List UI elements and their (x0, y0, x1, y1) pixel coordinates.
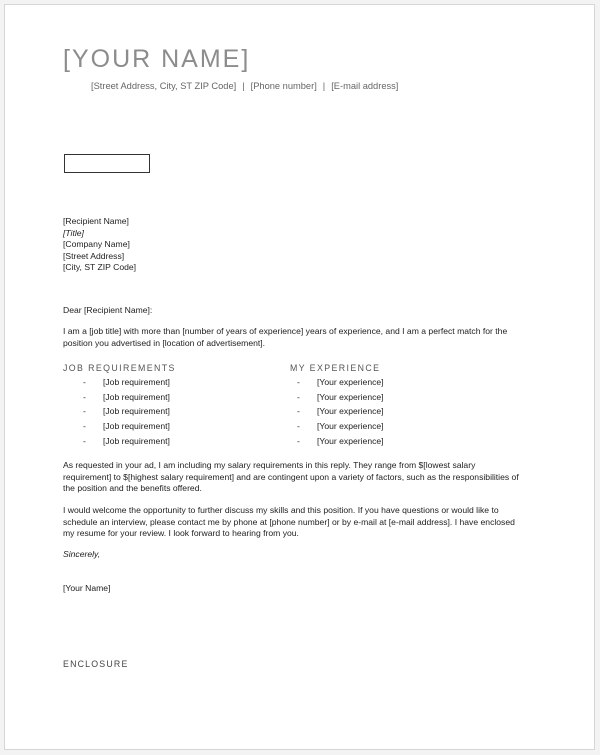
job-requirements-list (83, 375, 170, 448)
experience-item[interactable]: [Your experience] (317, 435, 384, 446)
recipient-street[interactable]: [Street Address] (63, 250, 125, 261)
job-requirements-heading: JOB REQUIREMENTS (63, 363, 176, 373)
sender-name[interactable]: [YOUR NAME] (63, 45, 251, 73)
list-item[interactable] (83, 375, 170, 390)
contact-separator: | (322, 81, 326, 91)
intro-paragraph[interactable]: I am a [job title] with more than [number of years of experience] years of experience, and I am a perfect match for the position you advertised in [location of advertisement]. (63, 326, 508, 348)
job-requirement[interactable]: [Job requirement] (103, 377, 170, 387)
recipient-title[interactable]: [Title] (63, 227, 84, 238)
bullet-dash: - (297, 391, 300, 402)
job-requirement[interactable]: [Job requirement] (103, 421, 170, 432)
my-experience-heading: MY EXPERIENCE (290, 363, 381, 373)
contact-separator: | (242, 81, 245, 91)
experience-item[interactable]: [Your experience] (317, 421, 384, 432)
list-item[interactable] (83, 390, 170, 405)
bullet-dash: - (297, 377, 300, 387)
date-field[interactable] (64, 154, 150, 173)
my-experience-list (297, 375, 384, 448)
recipient-city[interactable]: [City, ST ZIP Code] (63, 262, 137, 272)
signer-name[interactable]: [Your Name] (63, 583, 111, 593)
bullet-dash: - (83, 435, 86, 446)
enclosure-label[interactable]: ENCLOSURE (63, 659, 129, 669)
sender-address[interactable]: [Street Address, City, ST ZIP Code] (91, 81, 237, 91)
sender-contact-line (91, 81, 398, 91)
bullet-dash: - (83, 421, 86, 432)
sender-phone[interactable]: [Phone number] (250, 81, 317, 91)
salutation[interactable]: Dear [Recipient Name]: (63, 305, 153, 315)
closing-paragraph[interactable]: I would welcome the opportunity to further discuss my skills and this position. If you have questions or would like to schedule an interview, please contact me by phone at [phone number] or by e-mail at [e-mail address]. I have enclosed my resume for your review. I look forward to hearing from you. (63, 505, 515, 538)
experience-item[interactable]: [Your experience] (317, 406, 384, 417)
list-item[interactable] (83, 419, 170, 434)
list-item[interactable] (83, 404, 170, 419)
list-item[interactable] (297, 419, 384, 434)
list-item[interactable] (83, 434, 170, 449)
list-item[interactable] (297, 375, 384, 390)
sender-email[interactable]: [E-mail address] (331, 81, 399, 91)
list-item[interactable] (297, 390, 384, 405)
letter-page (4, 4, 595, 750)
bullet-dash: - (83, 377, 86, 387)
salary-paragraph[interactable]: As requested in your ad, I am including my salary requirements in this reply. They range from $[lowest salary requirement] to $[highest salary requirement] and are contingent upon a variety of factors, such as the responsibilities of the position and the benefits offered. (63, 460, 519, 493)
list-item[interactable] (297, 404, 384, 419)
recipient-company[interactable]: [Company Name] (63, 239, 130, 249)
closing-sincerely[interactable]: Sincerely, (63, 549, 101, 559)
experience-item[interactable]: [Your experience] (317, 377, 384, 387)
bullet-dash: - (297, 435, 300, 446)
bullet-dash: - (297, 421, 300, 432)
bullet-dash: - (83, 406, 86, 417)
job-requirement[interactable]: [Job requirement] (103, 435, 170, 446)
list-item[interactable] (297, 434, 384, 449)
experience-item[interactable]: [Your experience] (317, 391, 384, 402)
recipient-name[interactable]: [Recipient Name] (63, 216, 129, 226)
bullet-dash: - (83, 391, 86, 402)
bullet-dash: - (297, 406, 300, 417)
recipient-block (63, 216, 363, 274)
job-requirement[interactable]: [Job requirement] (103, 391, 170, 402)
job-requirement[interactable]: [Job requirement] (103, 406, 170, 417)
